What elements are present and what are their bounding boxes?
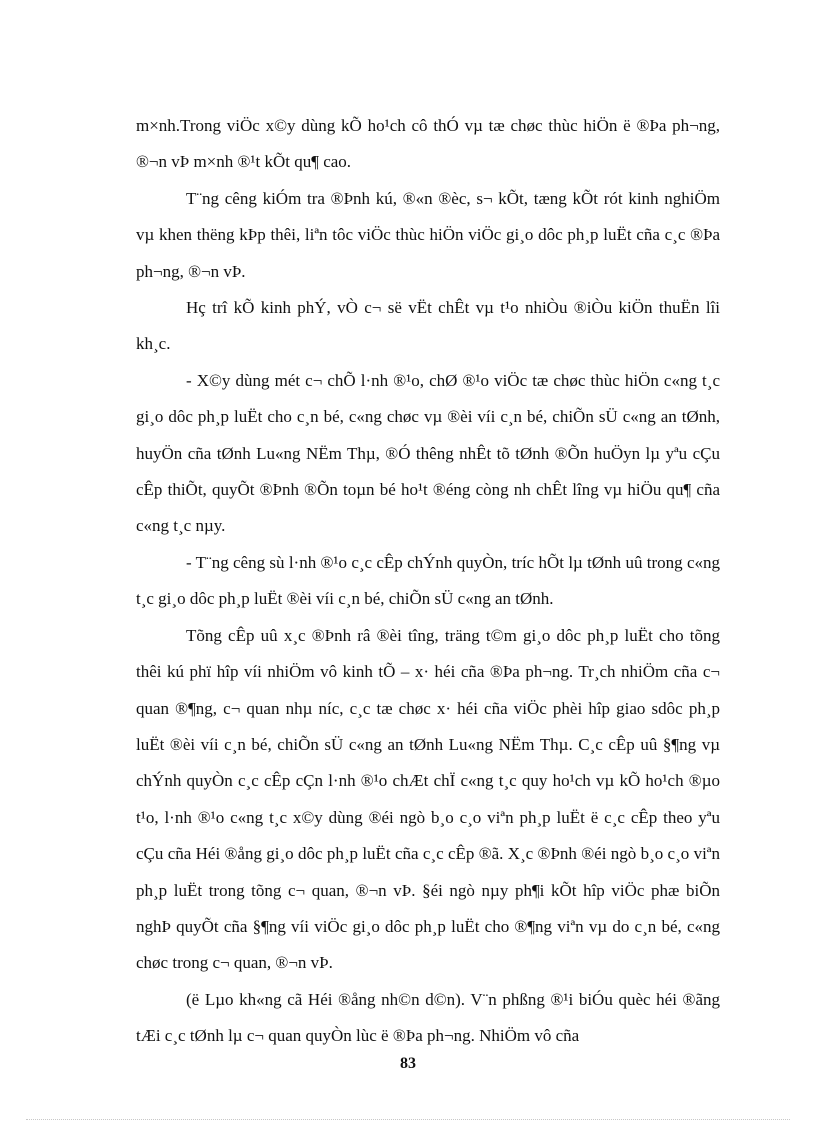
- paragraph-3: Hç trî kÕ kinh phÝ, vÒ c¬ së vËt chÊt vµ t¹o nhiÒu ®iÒu kiÖn thuËn lîi kh¸c.: [136, 298, 720, 354]
- page-number: 83: [400, 1055, 416, 1072]
- paragraph-4: - X©y dùng mét c¬ chÕ l·nh ®¹o, chØ ®¹o viÖc tæ chøc thùc hiÖn c«ng t¸c gi¸o dôc ph¸p luËt cho c¸n bé, c«ng chøc vµ ®èi víi c¸n bé, chiÕn sÜ c«ng an tØnh, huyÖn cña tØnh Lu«ng NËm Thµ, ®Ó thêng nhÊt tõ tØnh ®Õn huÖyn lµ yªu cÇu cÊp thiÕt, quyÕt ®Þnh ®Õn toµn bé ho¹t ®éng còng nh chÊt lîng vµ hiÖu qu¶ cña c«ng t¸c nµy.: [136, 370, 720, 536]
- page-bottom-divider: [26, 1119, 790, 1120]
- paragraph-7: (ë Lµo kh«ng cã Héi ®ång nh©n d©n). V¨n phßng ®¹i biÓu quèc héi ®ãng tÆi c¸c tØnh lµ c¬ quan quyÒn lùc ë ®Þa ph¬ng. NhiÖm vô cña: [136, 989, 720, 1046]
- paragraph-1: m×nh.Trong viÖc x©y dùng kÕ ho¹ch cô thÓ vµ tæ chøc thùc hiÖn ë ®Þa ph¬ng, ®¬n vÞ m×nh ®¹t kÕt qu¶ cao.: [136, 116, 720, 172]
- paragraph-6: Tõng cÊp uû x¸c ®Þnh râ ®èi tîng, träng t©m gi¸o dôc ph¸p luËt cho tõng thêi kú phï hîp víi nhiÖm vô kinh tÕ – x· héi cña ®Þa ph¬ng. Tr¸ch nhiÖm cña c¬ quan ®¶ng, c¬ quan nhµ níc, c¸c tæ chøc x· héi cña viÖc phèi hîp giao sdôc ph¸p luËt ®èi víi c¸n bé, chiÕn sÜ c«ng an tØnh Lu«ng NËm Thµ. C¸c cÊp uû §¶ng vµ chÝnh quyÒn c¸c cÊp cÇn l·nh ®¹o chÆt chÏ c«ng t¸c quy ho¹ch vµ kÕ ho¹ch ®µo t¹o, l·nh ®¹o c«ng t¸c x©y dùng ®éi ngò b¸o c¸o viªn ph¸p luËt ë c¸c cÊp theo yªu cÇu cña Héi ®ång gi¸o dôc ph¸p luËt cña c¸c cÊp ®ã. X¸c ®Þnh ®éi ngò b¸o c¸o viªn ph¸p luËt trong tõng c¬ quan, ®¬n vÞ. §éi ngò nµy ph¶i kÕt hîp viÖc phæ biÕn nghÞ quyÕt cña §¶ng víi viÖc gi¸o dôc ph¸p luËt cho ®¶ng viªn vµ do c¸n bé, c«ng chøc trong c¬ quan, ®¬n vÞ.: [136, 625, 720, 973]
- paragraph-2: T¨ng cêng kiÓm tra ®Þnh kú, ®«n ®èc, s¬ kÕt, tæng kÕt rót kinh nghiÖm vµ khen thëng kÞp thêi, liªn tôc viÖc thùc hiÖn viÖc gi¸o dôc ph¸p luËt cña c¸c ®Þa ph¬ng, ®¬n vÞ.: [136, 188, 720, 281]
- paragraph-5: - T¨ng cêng sù l·nh ®¹o c¸c cÊp chÝnh quyÒn, tríc hÕt lµ tØnh uû trong c«ng t¸c gi¸o dôc ph¸p luËt ®èi víi c¸n bé, chiÕn sÜ c«ng an tØnh.: [136, 552, 720, 609]
- document-body: [136, 108, 720, 1055]
